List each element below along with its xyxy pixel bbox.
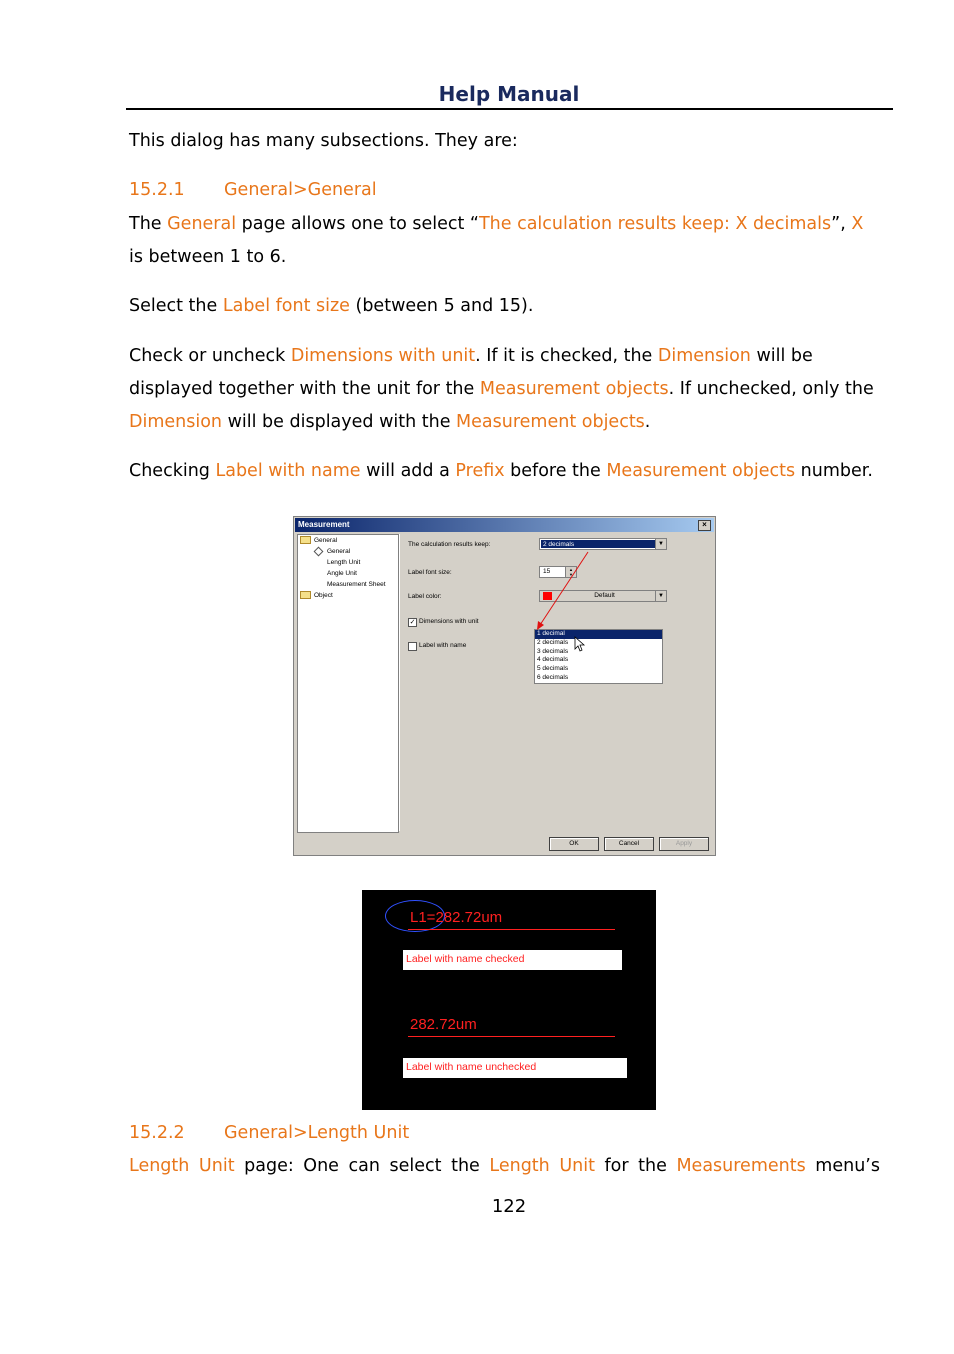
red-arrow-head (537, 621, 544, 630)
text: The (129, 214, 168, 234)
tree-label: General (327, 548, 351, 555)
text: for the (594, 1156, 677, 1176)
chevron-down-icon[interactable]: ▼ (655, 539, 666, 549)
label-with-name-illustration (362, 890, 656, 1110)
highlight-label-name: Label with name (215, 461, 361, 481)
highlight-measurement-objects: Measurement objects (606, 461, 796, 481)
label-with-name-label: Label with name (419, 642, 467, 649)
text: will be displayed with the (222, 412, 457, 432)
option-6-decimals[interactable]: 6 decimals (537, 673, 569, 681)
option-3-decimals[interactable]: 3 decimals (537, 647, 569, 655)
spinner-arrows-icon[interactable]: ▲ ▼ (565, 567, 576, 577)
decimals-selected: 2 decimals (541, 540, 655, 548)
highlight-length-unit: Length Unit (129, 1156, 235, 1176)
tree-item-length-unit[interactable]: Length Unit (327, 559, 361, 566)
page-header-title: Help Manual (438, 82, 580, 106)
highlight-measurement-objects: Measurement objects (456, 412, 645, 432)
highlight-general: General (167, 214, 237, 234)
tree-label: General (314, 537, 338, 544)
text: Checking (129, 461, 216, 481)
font-size-value: 15 (543, 568, 551, 575)
tree-item-measurement-sheet[interactable]: Measurement Sheet (327, 581, 386, 588)
text: Check or uncheck (129, 346, 291, 366)
text: . If it is checked, the (475, 346, 658, 366)
cursor-icon (575, 637, 584, 651)
section-title: General>Length Unit (224, 1123, 410, 1143)
dialog-title: Measurement (298, 520, 350, 529)
text: Select the (129, 296, 223, 316)
text: before the (504, 461, 607, 481)
value-without-name: 282.72um (410, 1016, 477, 1033)
calc-results-label: The calculation results keep: (408, 541, 491, 548)
text: . If unchecked, only the (668, 379, 874, 399)
close-icon[interactable]: × (698, 520, 711, 531)
ok-button[interactable]: OK (549, 837, 599, 851)
intro-paragraph: This dialog has many subsections. They are: (129, 131, 518, 151)
caption-unchecked: Label with name unchecked (403, 1058, 627, 1078)
chevron-down-icon[interactable]: ▼ (655, 591, 666, 601)
measurement-line (408, 1036, 615, 1037)
text: will be displayed together with the unit for the (129, 346, 813, 399)
measurement-line (408, 929, 615, 930)
option-5-decimals[interactable]: 5 decimals (537, 665, 569, 673)
text: will add a (360, 461, 456, 481)
text: page allows one to select “ (236, 214, 479, 234)
section-number: 15.2.1 (129, 180, 185, 200)
text: . (644, 412, 651, 432)
text: page: One can select the (234, 1156, 490, 1176)
option-1-decimal[interactable]: 1 decimal (535, 630, 662, 639)
text: is between 1 to 6. (129, 247, 287, 267)
highlight-prefix: Prefix (455, 461, 505, 481)
highlight-dimension: Dimension (657, 346, 751, 366)
page-number: 122 (491, 1196, 527, 1217)
highlight-measurements: Measurements (676, 1156, 806, 1176)
cancel-button[interactable]: Cancel (604, 837, 654, 851)
section-heading-15-2-2 (129, 1121, 409, 1145)
label-color-label: Label color: (408, 593, 442, 600)
label-color-value: Default (594, 592, 615, 599)
paragraph-length-unit (129, 1150, 880, 1183)
tree-label: Object (314, 592, 333, 599)
text: menu’s (805, 1156, 880, 1176)
red-arrow-line (540, 552, 588, 625)
highlight-dimension: Dimension (129, 412, 223, 432)
section-title: General>General (224, 180, 377, 200)
section-number: 15.2.2 (129, 1123, 185, 1143)
highlight-length-unit: Length Unit (489, 1156, 595, 1176)
font-size-label: Label font size: (408, 569, 452, 576)
apply-button[interactable]: Apply (659, 837, 709, 851)
highlight-dims: Dimensions with unit (290, 346, 476, 366)
text: number. (795, 461, 873, 481)
tree-item-angle-unit[interactable]: Angle Unit (327, 570, 357, 577)
dims-with-unit-checkbox[interactable]: ✓ (409, 619, 416, 626)
text: (between 5 and 15). (349, 296, 534, 316)
highlight-font-size: Label font size (222, 296, 350, 316)
highlight-x: X (851, 214, 864, 234)
caption-checked: Label with name checked (403, 950, 622, 970)
dims-with-unit-label: Dimensions with unit (419, 618, 479, 625)
value-with-name: L1=282.72um (410, 909, 503, 926)
highlight-measurement-objects: Measurement objects (479, 379, 669, 399)
highlight-calc: The calculation results keep: X decimals (478, 214, 832, 234)
option-2-decimals[interactable]: 2 decimals (537, 638, 569, 646)
option-4-decimals[interactable]: 4 decimals (537, 656, 569, 664)
text: ”, (831, 214, 852, 234)
